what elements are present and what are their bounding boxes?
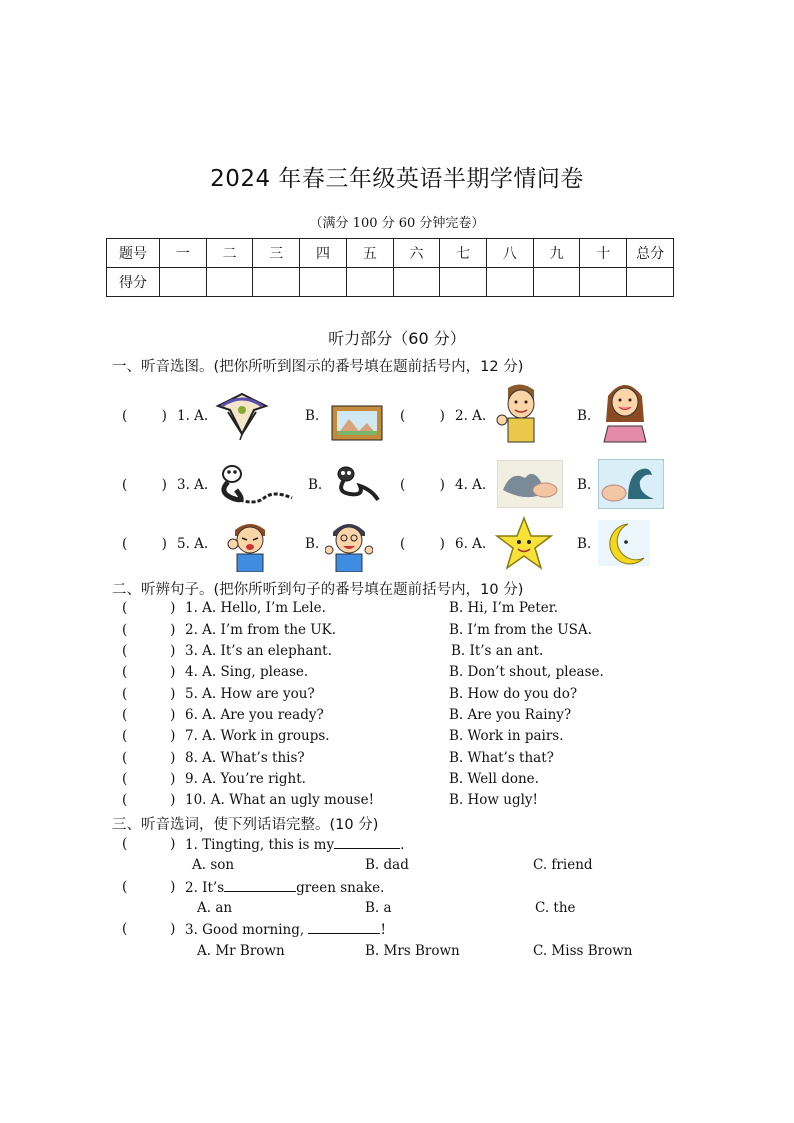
option-a: 3. A. It’s an elephant.: [185, 643, 332, 659]
option-c: C. friend: [533, 857, 593, 873]
score-input-cell[interactable]: [206, 268, 253, 297]
waving-boy-picture: [496, 382, 546, 444]
option-a: 8. A. What’s this?: [185, 750, 305, 766]
answer-bracket[interactable]: ( ): [122, 408, 167, 424]
score-input-cell[interactable]: [627, 268, 674, 297]
score-header-cell: 四: [300, 239, 347, 268]
answer-bracket[interactable]: ( ): [122, 536, 167, 552]
score-table-score-row: [107, 268, 674, 297]
answer-bracket[interactable]: ( ): [122, 771, 176, 787]
painting-picture: [331, 405, 383, 441]
score-input-cell[interactable]: [253, 268, 300, 297]
answer-bracket[interactable]: ( ): [400, 408, 445, 424]
score-header-cell: 六: [393, 239, 440, 268]
score-input-cell[interactable]: [300, 268, 347, 297]
score-table-header-row: [107, 239, 674, 268]
score-header-cell: 三: [253, 239, 300, 268]
answer-bracket[interactable]: ( ): [122, 750, 176, 766]
option-b: B. Hi, I’m Peter.: [449, 600, 559, 616]
score-input-cell[interactable]: [393, 268, 440, 297]
option-a: 6. A. Are you ready?: [185, 707, 324, 723]
shadow-hand-picture: [497, 460, 563, 508]
star-picture: [495, 516, 553, 570]
score-input-cell[interactable]: [533, 268, 580, 297]
option-b: B. dad: [365, 857, 409, 873]
score-input-cell[interactable]: [160, 268, 207, 297]
answer-bracket[interactable]: ( ): [122, 792, 176, 808]
answer-blank[interactable]: [334, 836, 400, 849]
question-number: 4. A.: [455, 477, 487, 493]
option-c: C. Miss Brown: [533, 943, 633, 959]
option-b: B. How do you do?: [449, 686, 578, 702]
option-a: 5. A. How are you?: [185, 686, 315, 702]
part1-title: 一、听音选图。(把你所听到图示的番号填在题前括号内，12 分): [112, 359, 524, 375]
question-number: 6. A.: [455, 536, 487, 552]
score-input-cell[interactable]: [580, 268, 627, 297]
answer-bracket[interactable]: ( ): [122, 836, 176, 852]
answer-bracket[interactable]: ( ): [122, 664, 176, 680]
question-number: 2. A.: [455, 408, 487, 424]
option-a: A. an: [197, 900, 233, 916]
answer-bracket[interactable]: ( ): [122, 879, 176, 895]
option-b: B. I’m from the USA.: [449, 622, 592, 638]
fill-sentence: 1. Tingting, this is my .: [185, 837, 405, 853]
question-number: 5. A.: [177, 536, 209, 552]
option-a: A. Mr Brown: [197, 943, 285, 959]
option-a: A. son: [192, 857, 235, 873]
part2-title: 二、听辨句子。(把你所听到句子的番号填在题前括号内，10 分): [112, 582, 524, 598]
option-a: 1. A. Hello, I’m Lele.: [185, 600, 326, 616]
option-b-label: B.: [577, 477, 592, 493]
score-header-cell: 九: [533, 239, 580, 268]
option-b-label: B.: [577, 408, 592, 424]
laughing-boy-picture: [325, 518, 373, 572]
answer-blank[interactable]: [224, 879, 296, 892]
answer-bracket[interactable]: ( ): [122, 686, 176, 702]
page-title: 2024 年春三年级英语半期学情问卷: [210, 166, 584, 192]
answer-bracket[interactable]: ( ): [122, 921, 176, 937]
score-header-cell: 十: [580, 239, 627, 268]
question-number: 1. A.: [177, 408, 209, 424]
option-a: 10. A. What an ugly mouse!: [185, 792, 374, 808]
part3-title: 三、听音选词，使下列话语完整。(10 分): [112, 817, 379, 833]
waving-girl-picture: [600, 378, 650, 444]
score-row-label: 得分: [107, 268, 160, 297]
answer-bracket[interactable]: ( ): [122, 643, 176, 659]
option-b: B. What’s that?: [449, 750, 554, 766]
answer-bracket[interactable]: ( ): [122, 622, 176, 638]
coiled-snake-picture: [214, 460, 294, 508]
score-input-cell[interactable]: [487, 268, 534, 297]
moon-picture: [598, 520, 650, 566]
page-subtitle: （满分 100 分 60 分钟完卷）: [309, 216, 485, 231]
score-header-cell: 二: [206, 239, 253, 268]
option-a: 7. A. Work in groups.: [185, 728, 330, 744]
listening-heading: 听力部分（60 分）: [328, 329, 466, 348]
option-a: 9. A. You’re right.: [185, 771, 306, 787]
option-b: B. Well done.: [449, 771, 539, 787]
score-header-cell: 七: [440, 239, 487, 268]
option-b: B. Don’t shout, please.: [449, 664, 604, 680]
score-header-cell: 八: [487, 239, 534, 268]
option-b-label: B.: [577, 536, 592, 552]
option-b: B. How ugly!: [449, 792, 538, 808]
question-number: 3. A.: [177, 477, 209, 493]
small-snake-picture: [332, 464, 380, 504]
answer-bracket[interactable]: ( ): [122, 477, 167, 493]
swan-shadow-picture: [598, 459, 664, 509]
answer-blank[interactable]: [308, 921, 380, 934]
score-table: [106, 238, 674, 297]
option-b-label: B.: [305, 408, 320, 424]
option-b-label: B.: [308, 477, 323, 493]
option-b: B. Are you Rainy?: [449, 707, 572, 723]
score-header-cell: 一: [160, 239, 207, 268]
score-input-cell[interactable]: [346, 268, 393, 297]
option-c: C. the: [535, 900, 576, 916]
answer-bracket[interactable]: ( ): [122, 600, 176, 616]
option-b: B. Work in pairs.: [449, 728, 564, 744]
option-b: B. It’s an ant.: [451, 643, 544, 659]
answer-bracket[interactable]: ( ): [122, 728, 176, 744]
score-input-cell[interactable]: [440, 268, 487, 297]
answer-bracket[interactable]: ( ): [400, 477, 445, 493]
answer-bracket[interactable]: ( ): [400, 536, 445, 552]
kite-picture: [214, 390, 270, 440]
option-a: 4. A. Sing, please.: [185, 664, 309, 680]
option-b: B. a: [365, 900, 392, 916]
answer-bracket[interactable]: ( ): [122, 707, 176, 723]
crying-boy-picture: [225, 520, 275, 572]
score-header-cell: 五: [346, 239, 393, 268]
fill-sentence: 2. It’s green snake.: [185, 880, 385, 896]
score-header-cell: 总分: [627, 239, 674, 268]
score-header-cell: 题号: [107, 239, 160, 268]
option-a: 2. A. I’m from the UK.: [185, 622, 337, 638]
option-b: B. Mrs Brown: [365, 943, 460, 959]
fill-sentence: 3. Good morning, !: [185, 922, 386, 938]
option-b-label: B.: [305, 536, 320, 552]
